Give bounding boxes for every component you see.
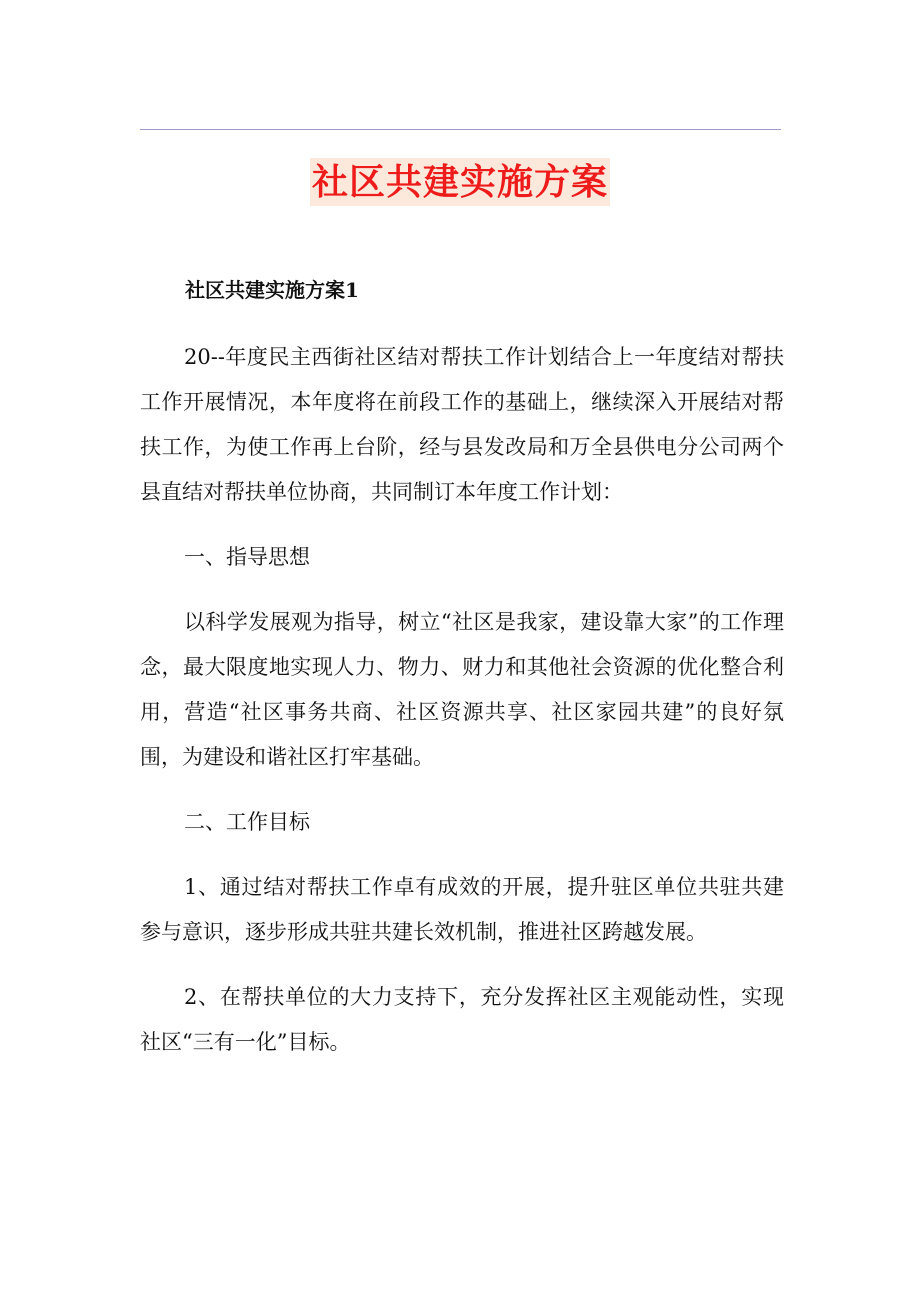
heading-work-goals: 二、工作目标 [184, 810, 310, 834]
goal-item-2: 2、在帮扶单位的大力支持下，充分发挥社区主观能动性，实现社区“三有一化”目标。 [140, 985, 784, 1054]
document-body [140, 266, 784, 1085]
title-container [0, 158, 920, 206]
document-title: 社区共建实施方案 [310, 158, 610, 206]
section-title: 社区共建实施方案1 [185, 278, 359, 302]
heading-guiding-ideology: 一、指导思想 [184, 545, 310, 569]
goal-item-1: 1、通过结对帮扶工作卓有成效的开展，提升驻区单位共驻共建参与意识，逐步形成共驻共建长效机制，推进社区跨越发展。 [140, 875, 784, 944]
header-rule [140, 129, 781, 130]
guiding-ideology-paragraph: 以科学发展观为指导，树立“社区是我家，建设靠大家”的工作理念，最大限度地实现人力、物力、财力和其他社会资源的优化整合利用，营造“社区事务共商、社区资源共享、社区家园共建”的良好氛围，为建设和谐社区打牢基础。 [140, 610, 784, 769]
intro-paragraph: 20--年度民主西街社区结对帮扶工作计划结合上一年度结对帮扶工作开展情况，本年度将在前段工作的基础上，继续深入开展结对帮扶工作，为使工作再上台阶，经与县发改局和万全县供电分公司两个县直结对帮扶单位协商，共同制订本年度工作计划： [140, 345, 784, 504]
